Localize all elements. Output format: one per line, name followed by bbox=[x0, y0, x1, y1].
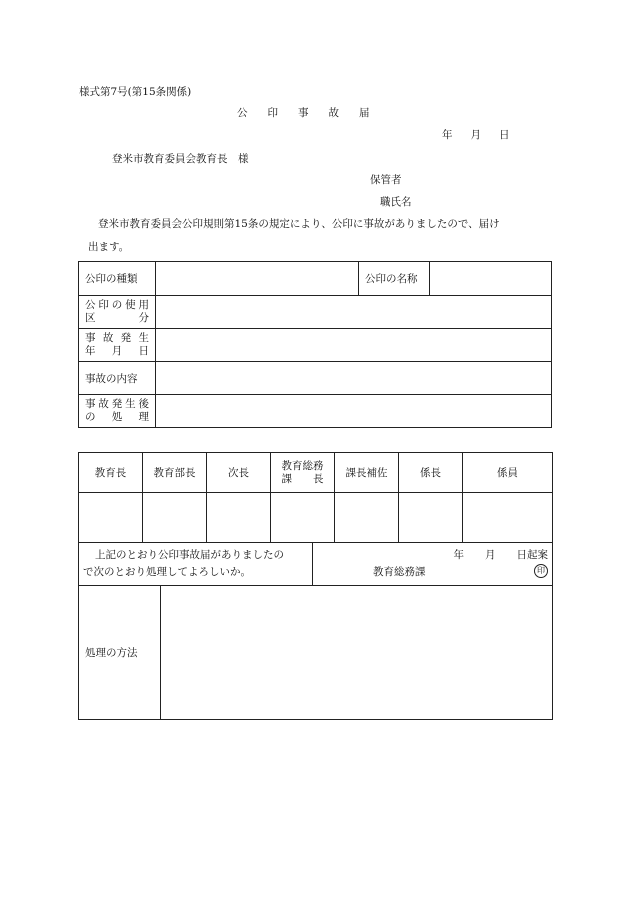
approval-stamp-cell[interactable] bbox=[143, 493, 207, 543]
approval-stamp-cell[interactable] bbox=[399, 493, 463, 543]
approval-stamp-cell[interactable] bbox=[463, 493, 553, 543]
occurrence-field[interactable] bbox=[156, 329, 552, 362]
method-label: 処理の方法 bbox=[79, 586, 161, 720]
draft-date: 年 月 日起案 bbox=[453, 549, 548, 561]
usage-label: 公 印 の 使 用 区 分 bbox=[79, 296, 156, 329]
draft-info bbox=[313, 543, 553, 586]
approval-stamp-cell[interactable] bbox=[335, 493, 399, 543]
keeper-label: 保管者 bbox=[370, 174, 402, 186]
approval-header: 課長補佐 bbox=[335, 453, 399, 493]
approval-header: 教育総務 課 長 bbox=[271, 453, 335, 493]
approval-header: 教育部長 bbox=[143, 453, 207, 493]
date-year: 年 bbox=[442, 129, 453, 141]
title-char: 故 bbox=[328, 107, 339, 119]
content-field[interactable] bbox=[156, 362, 552, 395]
title-char: 事 bbox=[298, 107, 309, 119]
kind-field[interactable] bbox=[156, 262, 359, 296]
filing-date bbox=[442, 127, 528, 142]
occurrence-label: 事 故 発 生 年 月 日 bbox=[79, 329, 156, 362]
seal-name-field[interactable] bbox=[430, 262, 552, 296]
form-title bbox=[237, 105, 390, 120]
seal-mark-icon: 印 bbox=[534, 564, 548, 578]
title-char: 届 bbox=[359, 107, 370, 119]
kind-label: 公印の種類 bbox=[79, 262, 156, 296]
content-label: 事故の内容 bbox=[79, 362, 156, 395]
approval-header: 次長 bbox=[207, 453, 271, 493]
approval-table bbox=[78, 452, 553, 543]
approval-header: 教育長 bbox=[79, 453, 143, 493]
usage-field[interactable] bbox=[156, 296, 552, 329]
approval-header: 係員 bbox=[463, 453, 553, 493]
draft-note: 上記のとおり公印事故届がありましたの で次のとおり処理してよろしいか。 bbox=[79, 543, 313, 586]
addressee: 登米市教育委員会教育長 様 bbox=[112, 153, 249, 165]
department: 教育総務課 bbox=[373, 566, 426, 578]
title-char: 公 bbox=[237, 107, 248, 119]
seal-name-label: 公印の名称 bbox=[359, 262, 430, 296]
processing-table bbox=[78, 585, 553, 720]
approval-stamp-cell[interactable] bbox=[207, 493, 271, 543]
method-field[interactable] bbox=[161, 586, 553, 720]
form-number: 様式第7号(第15条関係) bbox=[79, 86, 192, 98]
approval-stamp-cell[interactable] bbox=[271, 493, 335, 543]
name-label: 職氏名 bbox=[380, 196, 412, 208]
seal-info-table bbox=[78, 261, 552, 428]
approval-header: 係長 bbox=[399, 453, 463, 493]
after-field[interactable] bbox=[156, 395, 552, 428]
approval-stamp-cell[interactable] bbox=[79, 493, 143, 543]
body-text-line2: 出ます。 bbox=[88, 241, 130, 253]
title-char: 印 bbox=[267, 107, 278, 119]
date-day: 日 bbox=[499, 129, 510, 141]
draft-note-table bbox=[78, 542, 553, 586]
after-label: 事 故 発 生 後 の 処 理 bbox=[79, 395, 156, 428]
body-text-line1: 登米市教育委員会公印規則第15条の規定により、公印に事故がありましたので、届け bbox=[98, 218, 500, 230]
date-month: 月 bbox=[470, 129, 481, 141]
